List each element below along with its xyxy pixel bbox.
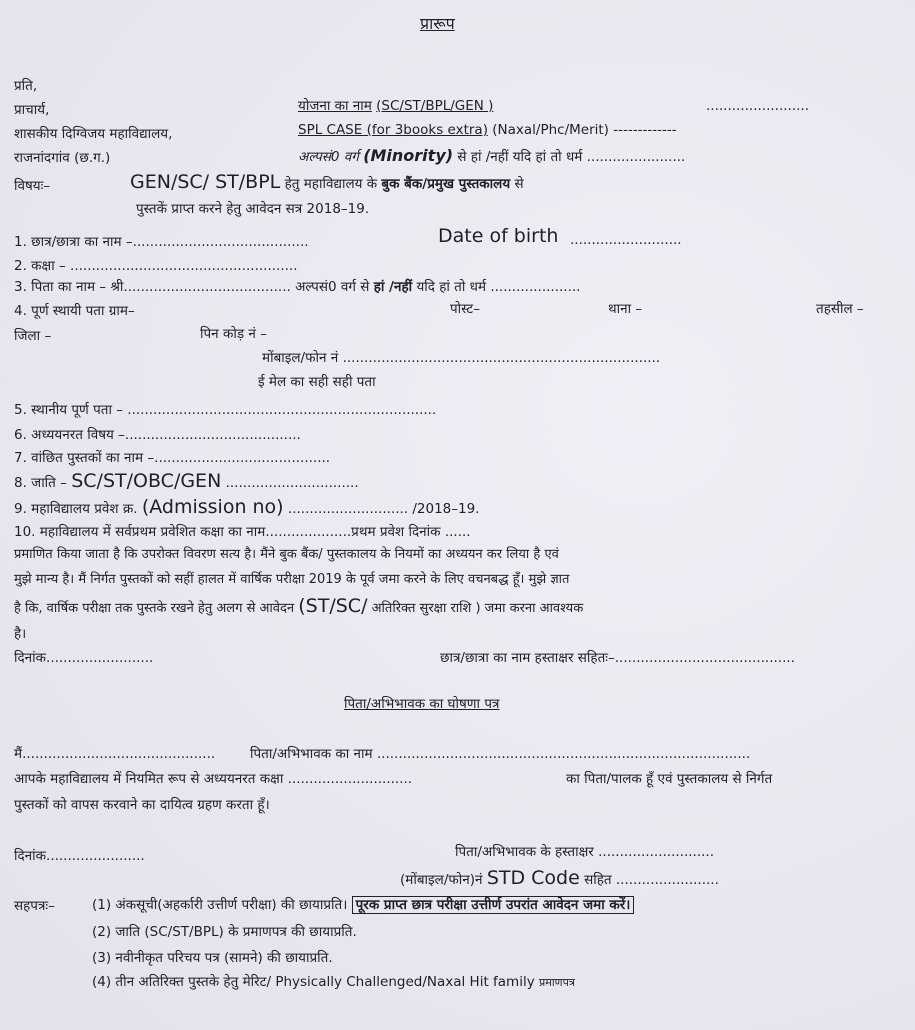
- field-caste-options: SC/ST/OBC/GEN: [71, 470, 222, 492]
- field-father-religion: यदि हां तो धर्म .....................: [416, 279, 581, 295]
- spl-line: [298, 120, 677, 140]
- spl-rest: (Naxal/Phc/Merit) -------------: [492, 122, 677, 138]
- subject-line-2: पुस्तकें प्राप्त करने हेतु आवेदन सत्र 2018–19.: [136, 201, 370, 217]
- scheme-line: [298, 96, 493, 116]
- declaration-student-sign: छात्र/छात्रा का नाम हस्ताक्षर सहितः–..........................................: [440, 650, 795, 666]
- field-student-name: 1. छात्र/छात्रा का नाम –.........................................: [14, 234, 309, 250]
- enclosure-2: (2) जाति (SC/ST/BPL) के प्रमाणपत्र की छायाप्रति.: [92, 924, 357, 940]
- field-address-tehsil: तहसील –: [816, 301, 864, 317]
- subject-text-1: हेतु महाविद्यालय के: [284, 176, 378, 192]
- guardian-title: पिता/अभिभावक का घोषणा पत्र: [344, 696, 500, 712]
- declaration-line-3a: है कि, वार्षिक परीक्षा तक पुस्तके रखने हेतु अलग से आवेदन: [14, 601, 295, 616]
- declaration-line-3: [14, 596, 583, 619]
- field-admission-line: [14, 497, 479, 519]
- declaration-line-3b: (ST/SC/: [298, 595, 368, 617]
- declaration-line-2: मुझे मान्य है। मैं निर्गत पुस्तकों को सहीं हालत में वार्षिक परीक्षा 2019 के पूर्व जमा करने के लिए वचनबद्ध हूँ। मुझे ज्ञात: [14, 572, 570, 587]
- guardian-date: दिनांक.......................: [14, 848, 145, 864]
- field-caste-dots: ...............................: [225, 475, 359, 491]
- field-local-address: 5. स्थानीय पूर्ण पता – ........................................................................: [14, 402, 437, 418]
- field-first-admission: 10. महाविद्यालय में सर्वप्रथम प्रवेशित कक्षा का नाम....................प्रथम प्रवेश दिनांक ......: [14, 524, 471, 540]
- minority-line: [298, 146, 685, 167]
- subject-line-1: [130, 172, 524, 194]
- field-address-district: जिला –: [14, 328, 52, 344]
- field-dob-dots: ..........................: [570, 232, 682, 248]
- field-books-wanted: 7. वांछित पुस्तकों का नाम –.........................................: [14, 450, 331, 466]
- field-address-post: पोस्ट–: [450, 301, 480, 317]
- enclosure-1-line: [92, 895, 634, 915]
- minority-a: अल्पसं0 वर्ग: [298, 149, 359, 165]
- guardian-line-2a: आपके महाविद्यालय में नियमित रूप से अध्ययनरत कक्षा .............................: [14, 771, 413, 787]
- guardian-line-1a: मैं.............................................: [14, 746, 216, 762]
- enclosure-4-line: [92, 972, 575, 993]
- subject-label: विषयः–: [14, 178, 51, 194]
- guardian-line-1b: पिता/अभिभावक का नाम .......................................................................................: [250, 746, 751, 762]
- field-mobile: मोंबाइल/फोन नं ..........................................................................: [262, 350, 661, 366]
- field-caste-label: 8. जाति –: [14, 475, 67, 491]
- enclosure-3: (3) नवीनीकृत परिचय पत्र (सामने) की छायाप्रति.: [92, 950, 333, 966]
- to-line-3: शासकीय दिग्विजय महाविद्यालय,: [14, 126, 173, 142]
- field-admission-no: (Admission no): [141, 496, 284, 518]
- guardian-mobile-label: (मोंबाइल/फोन)नं: [400, 872, 483, 888]
- guardian-std-code: STD Code: [486, 867, 580, 889]
- guardian-sign: पिता/अभिभावक के हस्ताक्षर ...........................: [455, 844, 714, 860]
- scheme-dots: ........................: [706, 98, 809, 114]
- guardian-line-3: पुस्तकों को वापस करवाने का दायित्व ग्रहण करता हूँ।: [14, 797, 270, 813]
- field-father-name: 3. पिता का नाम – श्री....................................... अल्पसं0 वर्ग से: [14, 279, 370, 295]
- field-email: ई मेल का सही सही पता: [258, 374, 376, 390]
- field-caste-line: [14, 471, 359, 493]
- guardian-mobile-line: [400, 868, 719, 890]
- to-line-1: प्रति,: [14, 78, 38, 94]
- field-address-police: थाना –: [608, 301, 643, 317]
- enclosure-4c: प्रमाणपत्र: [539, 976, 575, 989]
- guardian-line-2b: का पिता/पालक हूँ एवं पुस्तकालय से निर्गत: [566, 771, 773, 787]
- field-father-line: [14, 277, 580, 297]
- enclosure-4b: Physically Challenged/Naxal Hit family: [275, 974, 535, 990]
- guardian-mobile-rest: सहित ........................: [584, 872, 719, 888]
- scheme-value: (SC/ST/BPL/GEN ): [376, 98, 494, 114]
- enclosure-1-note: पूरक प्राप्त छात्र परीक्षा उत्तीर्ण उपरांत आवेदन जमा करें।: [352, 896, 635, 914]
- scheme-label: योजना का नाम: [298, 98, 372, 114]
- minority-b: (Minority): [363, 146, 454, 165]
- minority-c: से हां /नहीं यदि हां तो धर्म .......................: [457, 149, 686, 165]
- to-line-2: प्राचार्य,: [14, 102, 50, 118]
- field-father-yes-no: हां /नहीं: [373, 279, 413, 295]
- field-address-village: 4. पूर्ण स्थायी पता ग्राम–: [14, 303, 135, 319]
- spl-case: SPL CASE (for 3books extra): [298, 122, 488, 138]
- enclosure-1: (1) अंकसूची(अहर्कारी उत्तीर्ण परीक्षा) की छायाप्रति।: [92, 897, 348, 913]
- declaration-date: दिनांक.........................: [14, 650, 154, 666]
- field-subject-studying: 6. अध्ययनरत विषय –.........................................: [14, 427, 301, 443]
- field-admission-label: 9. महाविद्यालय प्रवेश क्र.: [14, 501, 138, 517]
- subject-text-2: से: [514, 176, 524, 192]
- to-line-4: राजनांदगांव (छ.ग.): [14, 150, 111, 166]
- field-admission-session: ............................ /2018–19.: [287, 501, 480, 517]
- subject-categories: GEN/SC/ ST/BPL: [130, 171, 281, 193]
- subject-library: बुक बैंक/प्रमुख पुस्तकालय: [381, 176, 511, 192]
- field-dob-label: Date of birth: [438, 225, 559, 247]
- declaration-line-4: है।: [14, 626, 27, 642]
- enclosure-4a: (4) तीन अतिरिक्त पुस्तके हेतु मेरिट/: [92, 974, 272, 990]
- declaration-line-3c: अतिरिक्त सुरक्षा राशि ) जमा करना आवश्यक: [371, 601, 584, 616]
- enclosures-label: सहपत्रः–: [14, 898, 55, 914]
- declaration-line-1: प्रमाणित किया जाता है कि उपरोक्त विवरण सत्य है। मैंने बुक बैंक/ पुस्तकालय के नियमों का अध्ययन कर लिया है एवं: [14, 547, 559, 562]
- field-address-pincode: पिन कोड़ नं –: [200, 326, 267, 342]
- field-class: 2. कक्षा – .....................................................: [14, 258, 298, 274]
- form-title: प्रारूप: [420, 14, 455, 33]
